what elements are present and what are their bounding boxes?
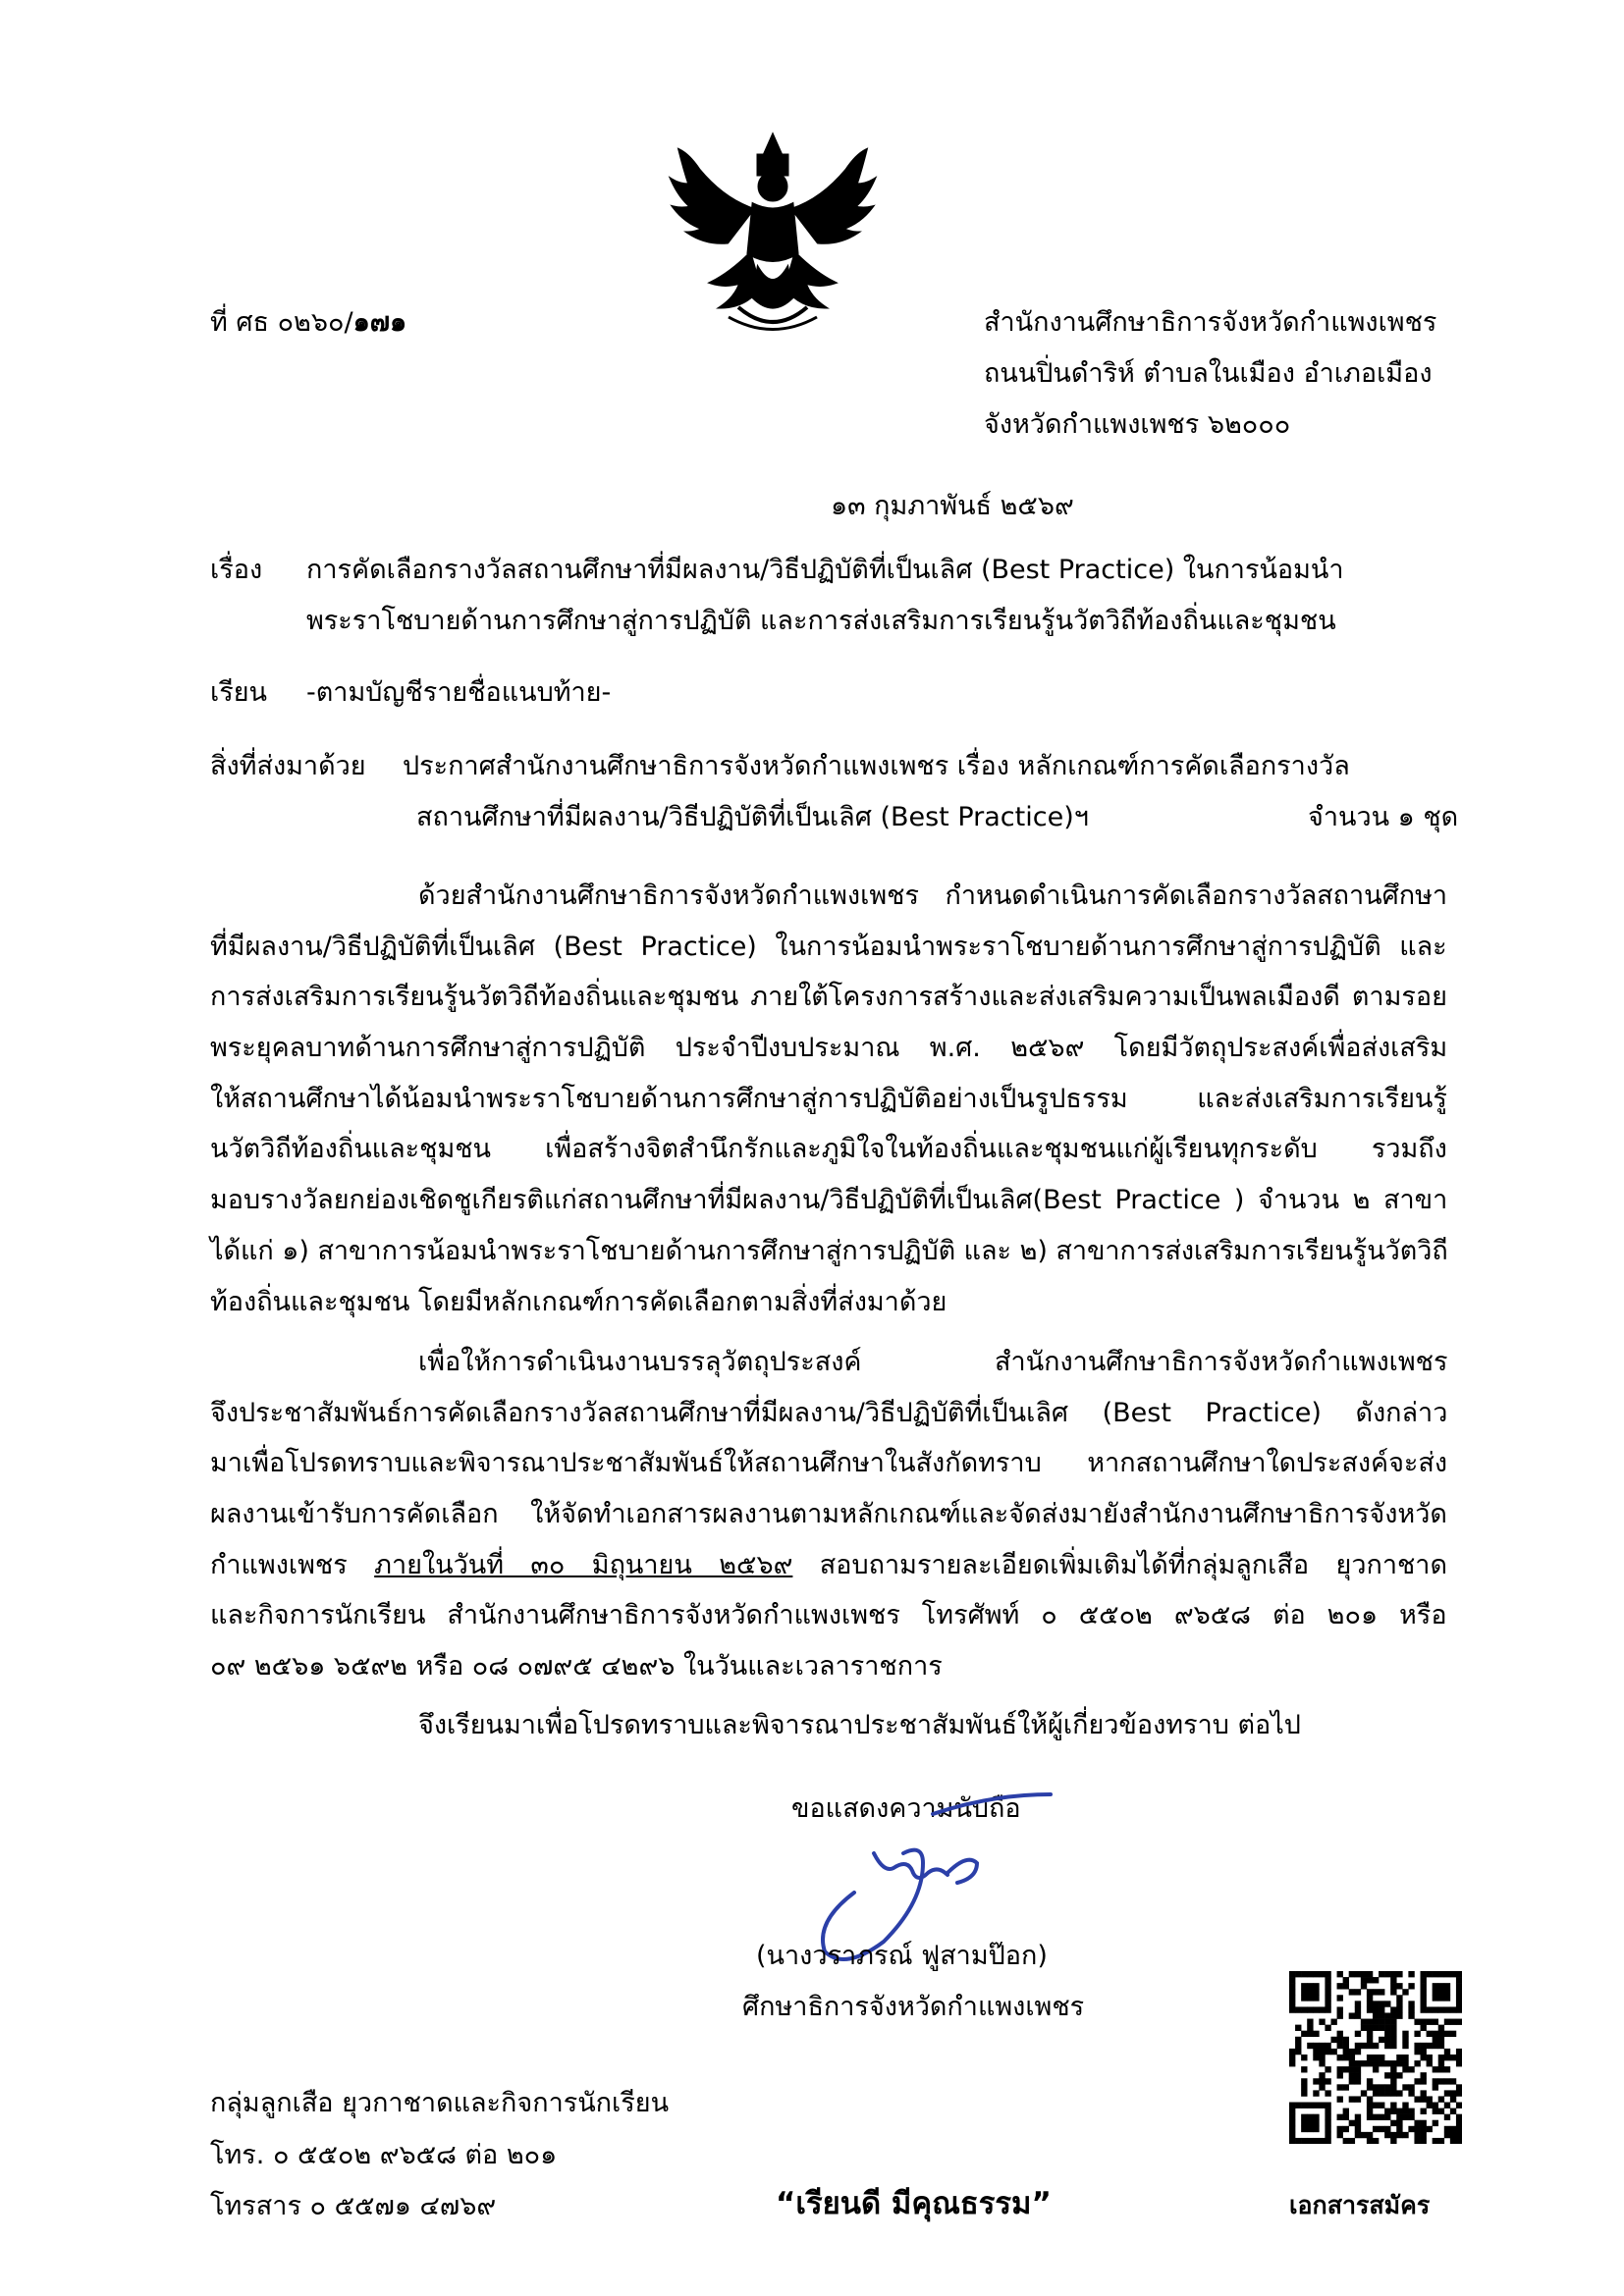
para1-line: ท้องถิ่นและชุมชน โดยมีหลักเกณฑ์การคัดเลือกตามสิ่งที่ส่งมาด้วย	[210, 1286, 947, 1317]
enclosure-label: สิ่งที่ส่งมาด้วย	[210, 751, 366, 781]
footer-telephone: โทร. ๐ ๕๕๐๒ ๙๖๕๘ ต่อ ๒๐๑	[210, 2140, 558, 2170]
salutation: ขอแสดงความนับถือ	[791, 1793, 1021, 1824]
para2-line5-pre: กำแพงเพชร	[210, 1549, 375, 1580]
recipient-label: เรียน	[210, 677, 268, 708]
qr-code-icon[interactable]	[1289, 1971, 1462, 2144]
ref-number: ๑๗๑	[352, 307, 407, 338]
para2-line2: จึงประชาสัมพันธ์การคัดเลือกรางวัลสถานศึกษาที่มีผลงาน/วิธีปฏิบัติที่เป็นเลิศ (Best Practice) ดังกล่าว	[210, 1397, 1448, 1428]
ref-prefix: ที่ ศธ ๐๒๖๐/	[210, 307, 353, 338]
para1-line: การส่งเสริมการเรียนรู้นวัตวิถีท้องถิ่นและชุมชน ภายใต้โครงการสร้างและส่งเสริมความเป็นพลเมืองดี ตามรอย	[210, 982, 1447, 1013]
recipient-value: -ตามบัญชีรายชื่อแนบท้าย-	[306, 677, 612, 708]
para1-line: พระยุคลบาทด้านการศึกษาสู่การปฏิบัติ ประจำปีงบประมาณ พ.ศ. ๒๕๖๙ โดยมีวัตถุประสงค์เพื่อส่งเสริม	[210, 1033, 1448, 1064]
body-paragraph-2	[210, 1337, 1447, 1692]
para2-line6: และกิจการนักเรียน สำนักงานศึกษาธิการจังหวัดกำแพงเพชร โทรศัพท์ ๐ ๕๕๐๒ ๙๖๕๘ ต่อ ๒๐๑ หรือ	[210, 1600, 1447, 1631]
para1-line: ได้แก่ ๑) สาขาการน้อมนำพระราโชบายด้านการศึกษาสู่การปฏิบัติ และ ๒) สาขาการส่งเสริมการเรียนรู้นวัตวิถี	[210, 1235, 1448, 1266]
para1-line: ให้สถานศึกษาได้น้อมนำพระราโชบายด้านการศึกษาสู่การปฏิบัติอย่างเป็นรูปธรรม และส่งเสริมการเรียนรู้	[210, 1083, 1447, 1114]
deadline-text: ภายในวันที่ ๓๐ มิถุนายน ๒๕๖๙	[374, 1549, 793, 1580]
garuda-emblem-icon	[660, 126, 886, 337]
para2-line7: ๐๙ ๒๕๖๑ ๖๕๙๒ หรือ ๐๘ ๐๗๙๕ ๔๒๙๖ ในวันและเวลาราชการ	[210, 1651, 943, 1682]
subject-line2: พระราโชบายด้านการศึกษาสู่การปฏิบัติ และการส่งเสริมการเรียนรู้นวัตวิถีท้องถิ่นและชุมชน	[306, 606, 1336, 636]
para1-line: ด้วยสำนักงานศึกษาธิการจังหวัดกำแพงเพชร กำหนดดำเนินการคัดเลือกรางวัลสถานศึกษา	[418, 881, 1448, 911]
para2-line4: ผลงานเข้ารับการคัดเลือก ให้จัดทำเอกสารผลงานตามหลักเกณฑ์และจัดส่งมายังสำนักงานศึกษาธิการจังหวัด	[210, 1499, 1447, 1530]
para2-line5-post: สอบถามรายละเอียดเพิ่มเติมได้ที่กลุ่มลูกเสือ ยุวกาชาด	[792, 1549, 1448, 1580]
org-line1: สำนักงานศึกษาธิการจังหวัดกำแพงเพชร	[984, 307, 1437, 338]
para1-line: มอบรางวัลยกย่องเชิดชูเกียรติแก่สถานศึกษาที่มีผลงาน/วิธีปฏิบัติที่เป็นเลิศ(Best Practice ) จำนวน ๒ สาขา	[210, 1185, 1448, 1216]
signer-name: (นางวราภรณ์ ฟูสามป๊อก)	[756, 1941, 1048, 1971]
footer-fax: โทรสาร ๐ ๕๕๗๑ ๔๗๖๙	[210, 2191, 497, 2221]
subject-line1: การคัดเลือกรางวัลสถานศึกษาที่มีผลงาน/วิธีปฏิบัติที่เป็นเลิศ (Best Practice) ในการน้อมนำ	[306, 555, 1344, 585]
qr-caption: เอกสารสมัคร	[1289, 2191, 1431, 2219]
closing-sentence: จึงเรียนมาเพื่อโปรดทราบและพิจารณาประชาสัมพันธ์ให้ผู้เกี่ยวข้องทราบ ต่อไป	[418, 1710, 1301, 1740]
para2-line3: มาเพื่อโปรดทราบและพิจารณาประชาสัมพันธ์ให้สถานศึกษาในสังกัดทราบ หากสถานศึกษาใดประสงค์จะส่ง	[210, 1448, 1448, 1479]
para1-line: นวัตวิถีท้องถิ่นและชุมชน เพื่อสร้างจิตสำนึกรักและภูมิใจในท้องถิ่นและชุมชนแก่ผู้เรียนทุกระดับ รวมถึง	[210, 1134, 1447, 1165]
subject-label: เรื่อง	[210, 555, 263, 585]
letter-date: ๑๓ กุมภาพันธ์ ๒๕๖๙	[831, 491, 1074, 521]
para1-line: ที่มีผลงาน/วิธีปฏิบัติที่เป็นเลิศ (Best Practice) ในการน้อมนำพระราโชบายด้านการศึกษาสู่การปฏิบัติ และ	[210, 931, 1447, 962]
enclosure-line1: ประกาศสำนักงานศึกษาธิการจังหวัดกำแพงเพชร เรื่อง หลักเกณฑ์การคัดเลือกรางวัล	[403, 751, 1350, 781]
para2-line1: เพื่อให้การดำเนินงานบรรลุวัตถุประสงค์ สำนักงานศึกษาธิการจังหวัดกำแพงเพชร	[418, 1347, 1448, 1377]
body-paragraph-1	[210, 871, 1447, 1327]
signer-position: ศึกษาธิการจังหวัดกำแพงเพชร	[742, 1992, 1085, 2022]
enclosure-quantity: จำนวน ๑ ชุด	[1308, 802, 1459, 832]
enclosure-line2: สถานศึกษาที่มีผลงาน/วิธีปฏิบัติที่เป็นเลิศ (Best Practice)ฯ	[416, 802, 1089, 832]
footer-department: กลุ่มลูกเสือ ยุวกาชาดและกิจการนักเรียน	[210, 2088, 670, 2118]
para2-line5	[210, 1540, 1447, 1591]
org-line2: ถนนปิ่นดำริห์ ตำบลในเมือง อำเภอเมือง	[984, 358, 1433, 389]
motto: “เรียนดี มีคุณธรรม”	[776, 2186, 1052, 2221]
reference-number	[210, 307, 406, 339]
org-line3: จังหวัดกำแพงเพชร ๖๒๐๐๐	[984, 409, 1291, 440]
